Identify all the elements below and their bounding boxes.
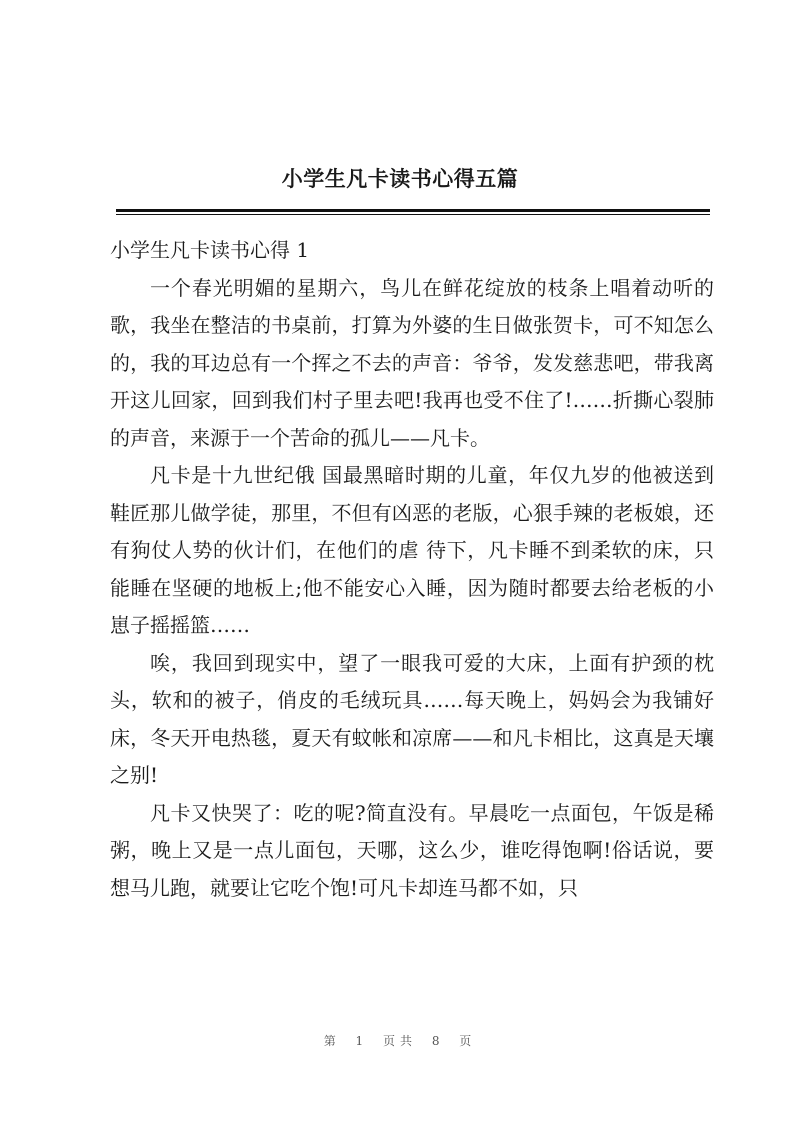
document-body xyxy=(110,232,714,907)
paragraph-1: 一个春光明媚的星期六，鸟儿在鲜花绽放的枝条上唱着动听的歌，我坐在整洁的书桌前，打算为外婆的生日做张贺卡，可不知怎么的，我的耳边总有一个挥之不去的声音：爷爷，发发慈悲吧，带我离开这儿回家，回到我们村子里去吧!我再也受不住了!……折撕心裂肺的声音，来源于一个苦命的孤儿——凡卡。 xyxy=(110,275,714,450)
title-rule-thin xyxy=(116,214,710,215)
paragraph-2: 凡卡是十九世纪俄 国最黑暗时期的儿童，年仅九岁的他被送到鞋匠那儿做学徒，那里，不但有凶恶的老版，心狠手辣的老板娘，还有狗仗人势的伙计们，在他们的虐 待下，凡卡睡不到柔软的床，只能睡在坚硬的地板上;他不能安心入睡，因为随时都要去给老板的小崽子摇摇篮…… xyxy=(110,463,714,637)
document-title: 小学生凡卡读书心得五篇 xyxy=(281,167,519,191)
page-footer: 第 1 页共 8 页 xyxy=(323,1034,477,1048)
title-rule-thick xyxy=(116,209,710,212)
paragraph-4: 凡卡又快哭了：吃的呢?简直没有。早晨吃一点面包，午饭是稀粥，晚上又是一点儿面包，天哪，这么少，谁吃得饱啊!俗话说，要想马儿跑，就要让它吃个饱!可凡卡却连马都不如，只 xyxy=(110,800,714,900)
paragraph-3: 唉，我回到现实中，望了一眼我可爱的大床，上面有护颈的枕头，软和的被子，俏皮的毛绒玩具……每天晚上，妈妈会为我铺好床，冬天开电热毯，夏天有蚊帐和凉席——和凡卡相比，这真是天壤之别! xyxy=(110,650,714,787)
section-subtitle: 小学生凡卡读书心得 1 xyxy=(110,238,310,262)
